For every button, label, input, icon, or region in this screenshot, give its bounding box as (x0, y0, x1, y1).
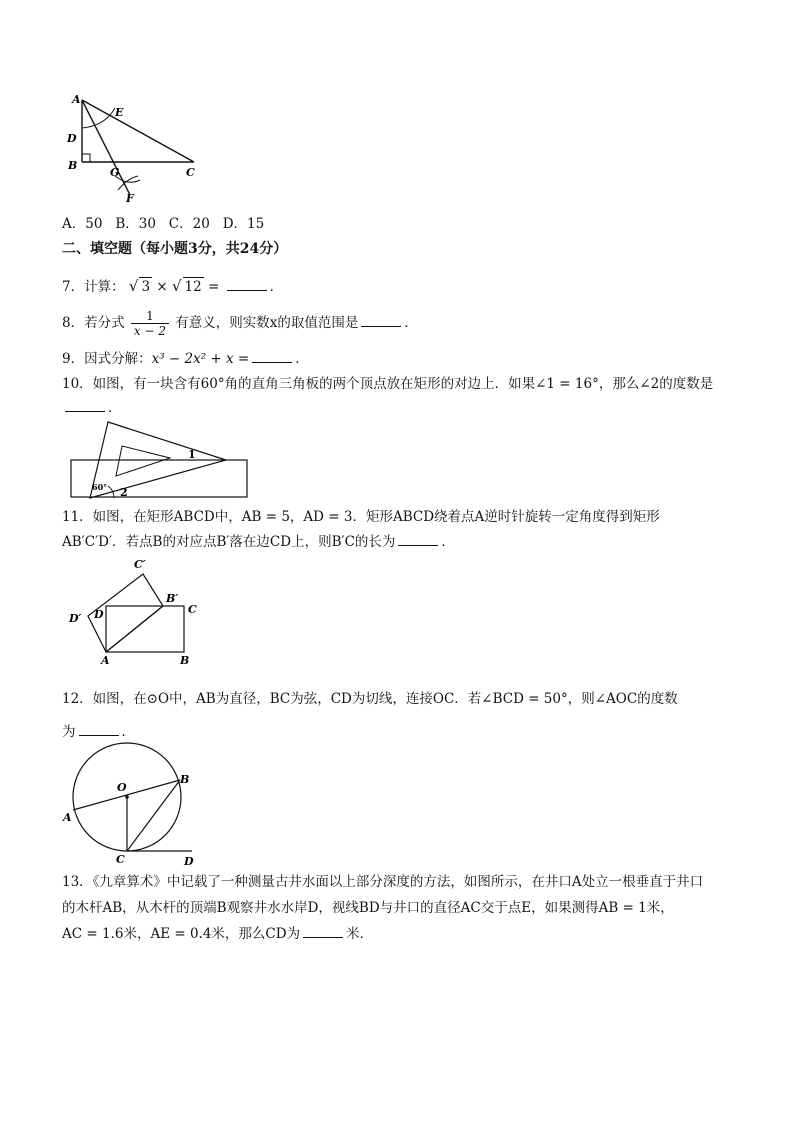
triangle-figure-q6 (60, 90, 210, 205)
label-A: A (63, 811, 72, 824)
answer-blank-13[interactable] (303, 925, 343, 938)
label-F: F (126, 192, 134, 205)
q9-expression: x³ − 2x² + x = (151, 351, 250, 367)
question-11-line2 (62, 533, 455, 551)
label-D: D (184, 855, 194, 868)
q7-equals: = (208, 279, 220, 295)
q10-end: ． (108, 400, 122, 416)
question-13: 13．《九章算术》中记载了一种测量古井水面以上部分深度的方法，如图所示，在井口A处立一根垂直于井口 (62, 874, 704, 890)
angle-2-label: 2 (120, 486, 128, 499)
label-D: D (94, 608, 104, 621)
question-9 (62, 350, 309, 368)
label-C-prime: C′ (134, 558, 146, 571)
label-E: E (115, 106, 124, 119)
question-12: 12．如图，在⊙O中，AB为直径，BC为弦，CD为切线，连接OC．若∠BCD = 50°，则∠AOC的度数 (62, 691, 678, 707)
q7-end: ． (269, 279, 284, 295)
label-O: O (117, 781, 127, 794)
label-C: C (188, 603, 197, 616)
q13-text: AC = 1.6米，AE = 0.4米，那么CD为 (62, 926, 301, 942)
q8-prefix: 8．若分式 (62, 315, 125, 331)
q7-radicand2: 12 (184, 279, 202, 295)
section-heading: 二、填空题（每小题3分，共24分） (62, 241, 288, 257)
q8-suffix: 有意义，则实数x的取值范围是 (175, 315, 359, 331)
question-8 (62, 309, 418, 338)
answer-blank-11[interactable] (398, 533, 438, 546)
choices-q6 (62, 215, 264, 233)
label-B: B (180, 773, 190, 786)
label-B: B (68, 159, 78, 172)
label-D: D (67, 132, 77, 145)
question-11: 11．如图，在矩形ABCD中，AB = 5，AD = 3．矩形ABCD绕着点A逆时针旋转一定角度得到矩形 (62, 509, 660, 525)
label-A: A (101, 654, 110, 667)
q8-fraction (131, 309, 169, 338)
q7-radicand1: 3 (141, 279, 151, 295)
label-A: A (72, 93, 81, 106)
label-B-prime: B′ (166, 592, 179, 605)
q12-text: 为 (62, 724, 76, 740)
label-D-prime: D′ (69, 612, 82, 625)
q7-prefix: 7．计算： (62, 279, 125, 295)
label-C: C (186, 166, 195, 179)
angle-1-label: 1 (188, 448, 196, 461)
answer-blank-7[interactable] (227, 278, 267, 291)
answer-blank-8[interactable] (361, 314, 401, 327)
q8-denominator: x − 2 (133, 324, 166, 338)
question-13-line3 (62, 925, 373, 943)
answer-blank-10[interactable] (65, 399, 105, 412)
q13-end: 米． (346, 926, 374, 942)
answer-blank-9[interactable] (252, 350, 292, 363)
choice-b: B．30 (115, 216, 156, 232)
q8-end: ． (404, 315, 418, 331)
question-10-line2 (62, 399, 122, 417)
label-G: G (110, 166, 120, 179)
label-B: B (180, 654, 190, 667)
question-12-line2 (62, 723, 135, 741)
choice-a: A．50 (62, 216, 103, 232)
question-10: 10．如图，有一块含有60°角的直角三角板的两个顶点放在矩形的对边上．如果∠1 = 16°，那么∠2的度数是 (62, 376, 714, 392)
choice-d: D．15 (222, 216, 265, 232)
q11-text: AB′C′D′．若点B的对应点B′落在边CD上，则B′C的长为 (62, 534, 396, 550)
q8-numerator: 1 (131, 309, 169, 324)
angle-60-label: 60° (92, 482, 108, 492)
question-7: 7．计算： √ 3 × √ 12 = ． (62, 277, 284, 295)
question-13-line2: 的木杆AB，从木杆的顶端B观察井水水岸D，视线BD与井口的直径AC交于点E，如果测得AB = 1米， (62, 900, 674, 916)
circle-tangent-figure (60, 745, 205, 870)
q11-end: ． (441, 534, 455, 550)
rotated-rectangle-figure (66, 556, 206, 668)
answer-blank-12[interactable] (79, 723, 119, 736)
label-C: C (116, 853, 125, 866)
q9-prefix: 9．因式分解： (62, 351, 152, 367)
choice-c: C．20 (168, 216, 210, 232)
setsquare-rectangle-figure (70, 420, 250, 502)
q12-end: ． (121, 724, 135, 740)
q9-end: ． (295, 351, 309, 367)
q7-operator: × (156, 279, 168, 295)
